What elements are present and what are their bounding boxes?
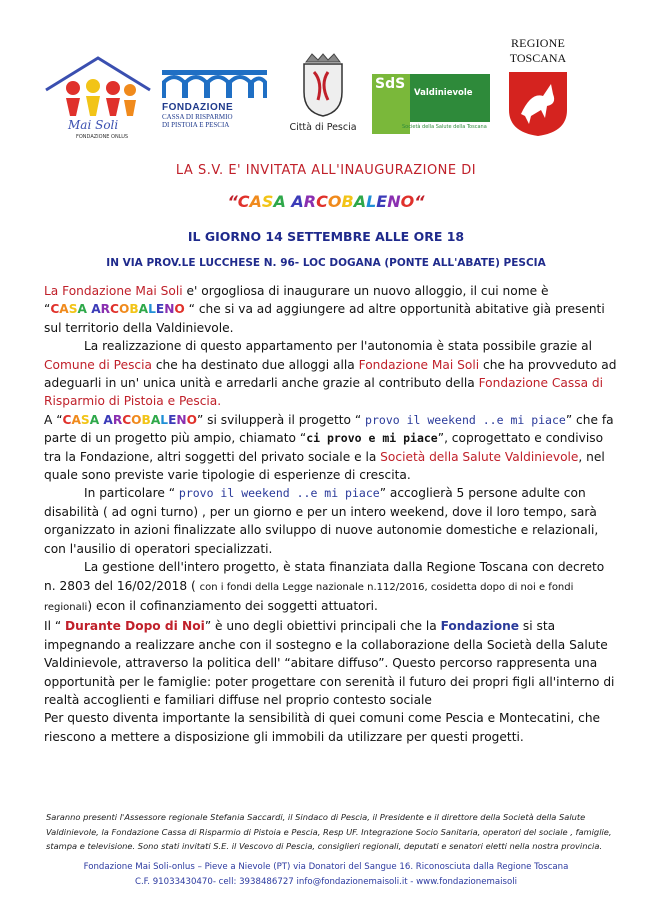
maisoli-name: Mai Soli (68, 118, 119, 132)
text: e' orgogliosa di inaugurare un nuovo alloggio, il cui nome è (182, 284, 549, 298)
rainbow-letter: L (148, 302, 156, 317)
footer (0, 860, 652, 890)
fondazione-mai-soli-link: La Fondazione Mai Soli (44, 284, 183, 298)
casa-letter: A (353, 192, 367, 211)
logo-bar (38, 30, 618, 145)
casa-arcobaleno-inline (50, 302, 184, 316)
pescia-name: Città di Pescia (289, 122, 357, 133)
regione-line2: TOSCANA (509, 51, 567, 65)
program-name: ci provo e mi piace (306, 431, 438, 446)
text: ” accoglierà 5 persone adulte con disabilità ( ad ogni turno) , per un giorno e per un intero weekend, dove il loro tempo, sarà organizzato in azioni finalizzate allo sviluppo di nuove autonomie domestiche e relazionali, con l'ausilio di operatori specializzati. (44, 486, 599, 556)
durante-dopo-di-noi: Durante Dopo di Noi (65, 619, 205, 634)
fondazione-cassa: Fondazione Cassa di Risparmio di Pistoia e Pescia. (44, 376, 604, 409)
paragraph-4 (44, 484, 618, 558)
event-date: IL GIORNO 14 SETTEMBRE ALLE ORE 18 (187, 229, 465, 244)
casa-letter: E (376, 192, 388, 211)
rainbow-letter: O (131, 412, 142, 427)
body-text (44, 282, 618, 746)
comune-pescia: Comune di Pescia (44, 357, 152, 372)
rainbow-letter: O (186, 412, 197, 427)
sds-name: SdS (375, 76, 406, 92)
rainbow-letter: N (164, 302, 175, 317)
paragraph-6 (44, 617, 618, 709)
maisoli-sub: FONDAZIONE ONLUS (76, 134, 129, 140)
text: che ha provveduto ad adeguarli in un' unica unità e arredarli anche grazie al contributo della (44, 357, 617, 391)
rainbow-letter: E (168, 412, 177, 427)
event-place: IN VIA PROV.LE LUCCHESE N. 96- LOC DOGANA (PONTE ALL'ABATE) PESCIA (106, 257, 546, 269)
regione-toscana-logo (498, 36, 578, 146)
rainbow-letter: A (71, 412, 81, 427)
text: “ che si va ad aggiungere ad altre opportunità abitative già presenti sul territorio della Valdinievole. (44, 302, 605, 335)
project-name: provo il weekend ..e mi piace (178, 486, 380, 501)
rainbow-letter: A (77, 302, 87, 317)
rainbow-letter: C (110, 302, 119, 317)
rainbow-letter: B (129, 302, 139, 317)
text: In particolare “ (84, 486, 179, 501)
casa-arcobaleno-inline (63, 413, 197, 427)
rainbow-letter: C (50, 302, 60, 317)
rainbow-letter: A (138, 302, 149, 317)
text: A “ (44, 412, 63, 427)
rainbow-letter: C (122, 412, 132, 427)
attendees-note: Saranno presenti l'Assessore regionale Stefania Saccardi, il Sindaco di Pescia, il Presidente e il direttore della Società della Salute Valdinievole, la Fondazione Cassa di Risparmio di Pistoia e Pescia, Resp UF. Integrazione Socio Sanitaria, operatori del sociale , famiglie, stampa e televisione. Sono stati invitati S.E. il Vescovo di Pescia, consiglieri regionali, deputati e senatori eletti nella nostra provincia. (46, 812, 612, 851)
text: La realizzazione di questo appartamento per l'autonomia è stata possibile grazie al (84, 339, 593, 354)
rainbow-letter: E (155, 302, 165, 317)
text: si sta impegnando a realizzare anche con il sostegno e la collaborazione della Società della Salute Valdinievole, attraverso la politica dell' “abitare diffuso”. Questo percorso rappresenta una opportunità per le famiglie: poter progettare con serenità il futuro dei propri figli all'interno di realtà accoglienti e familiari diffuse nel proprio contesto sociale (44, 619, 615, 707)
casa-letter: O (327, 192, 342, 211)
text: ”, coprogettato e condiviso tra la Fondazione, altri soggetti del privato sociale e la (44, 431, 604, 464)
casa-letter: B (341, 192, 354, 211)
pegasus-shield-icon (507, 70, 569, 138)
text: che ha destinato due alloggi alla (151, 357, 359, 372)
casa-letter: A (291, 192, 304, 211)
societa-salute: Società della Salute Valdinievole (380, 449, 579, 464)
invite-heading: LA S.V. E' INVITATA ALL'INAUGURAZIONE DI (175, 163, 477, 178)
rainbow-letter: S (80, 412, 90, 427)
rainbow-letter: O (118, 302, 130, 317)
text: , nel quale sono previste varie tipologie di esperienze di crescita. (44, 449, 605, 483)
sds-sub: Società della Salute della Toscana (402, 124, 487, 130)
footer-line-1: Fondazione Mai Soli-onlus – Pieve a Nievole (PT) via Donatori del Sangue 16. Riconosciuta dalla Regione Toscana (83, 862, 569, 872)
sds-logo (372, 74, 490, 136)
casa-arcobaleno-title (0, 192, 652, 211)
rainbow-letter: L (160, 412, 169, 427)
rainbow-letter: A (103, 412, 113, 427)
casa-letter: R (303, 192, 317, 211)
casa-letter: A (273, 192, 286, 211)
rainbow-letter: B (141, 412, 151, 427)
fondazione-mai-soli: Fondazione Mai Soli (358, 357, 480, 372)
sds-dark-block (410, 74, 490, 122)
casa-letter: O (400, 192, 415, 211)
pescia-logo (284, 52, 362, 142)
casa-open-quote: “ (227, 192, 238, 211)
fondazione-line1: FONDAZIONE (162, 102, 234, 113)
text: ” si svilupperà il progetto “ (196, 412, 366, 427)
fondazione-highlight: Fondazione (440, 619, 520, 634)
rainbow-letter: A (89, 412, 100, 427)
paragraph-3 (44, 411, 618, 485)
rainbow-letter: O (174, 302, 185, 317)
maisoli-logo (38, 50, 158, 145)
text: ) econ il cofinanziamento dei soggetti attuatori. (87, 598, 378, 613)
casa-letter: C (316, 192, 328, 211)
footer-line-2: C.F. 91033430470- cell: 3938486727 info@fondazionemaisoli.it - www.fondazionemaisoli (134, 877, 518, 887)
text: ” che fa parte di un progetto più ampio, chiamato “ (44, 412, 614, 446)
paragraph-1 (44, 282, 618, 337)
text: “ (44, 302, 51, 317)
text: La gestione dell'intero progetto, è stata finanziata dalla Regione Toscana con decreto n. 2803 del 16/02/2018 ( (44, 560, 605, 593)
paragraph-5 (44, 558, 618, 617)
casa-letter: N (387, 192, 401, 211)
fondazione-line3: DI PISTOIA E PESCIA (162, 121, 230, 129)
casa-letter: S (261, 192, 274, 211)
rainbow-letter: N (176, 412, 187, 427)
pescia-crest-icon (298, 52, 348, 118)
text: ” è uno degli obiettivi principali che la (204, 619, 441, 634)
sds-area: Valdinievole (414, 88, 473, 98)
paragraph-2 (44, 337, 618, 411)
arches-icon (162, 70, 267, 98)
fondazione-cassa-logo (162, 70, 274, 135)
text: Il “ (44, 619, 66, 634)
rainbow-letter: A (59, 302, 69, 317)
regione-line1: REGIONE (510, 36, 566, 50)
casa-rainbow-letters (238, 192, 414, 211)
rainbow-letter: R (112, 412, 123, 427)
paragraph-7: Per questo diventa importante la sensibilità di quei comuni come Pescia e Montecatini, che riescono a mettere a disposizione gli immobili da utilizzare per questi progetti. (44, 711, 601, 744)
rainbow-letter: S (68, 302, 78, 317)
text-small: con i fondi della Legge nazionale n.112/2016, cosidetta dopo di noi e fondi regionali (44, 581, 574, 613)
casa-letter: C (237, 192, 250, 211)
casa-letter: A (249, 192, 262, 211)
rainbow-letter: A (91, 302, 101, 317)
rainbow-letter: C (62, 412, 72, 427)
project-name: provo il weekend ..e mi piace (365, 412, 566, 427)
rainbow-letter: A (150, 412, 161, 427)
rainbow-letter: R (100, 302, 111, 317)
fondazione-line2: CASSA DI RISPARMIO (162, 113, 233, 121)
maisoli-house-icon (38, 50, 158, 120)
casa-letter: L (366, 192, 377, 211)
casa-close-quote: “ (414, 192, 425, 211)
